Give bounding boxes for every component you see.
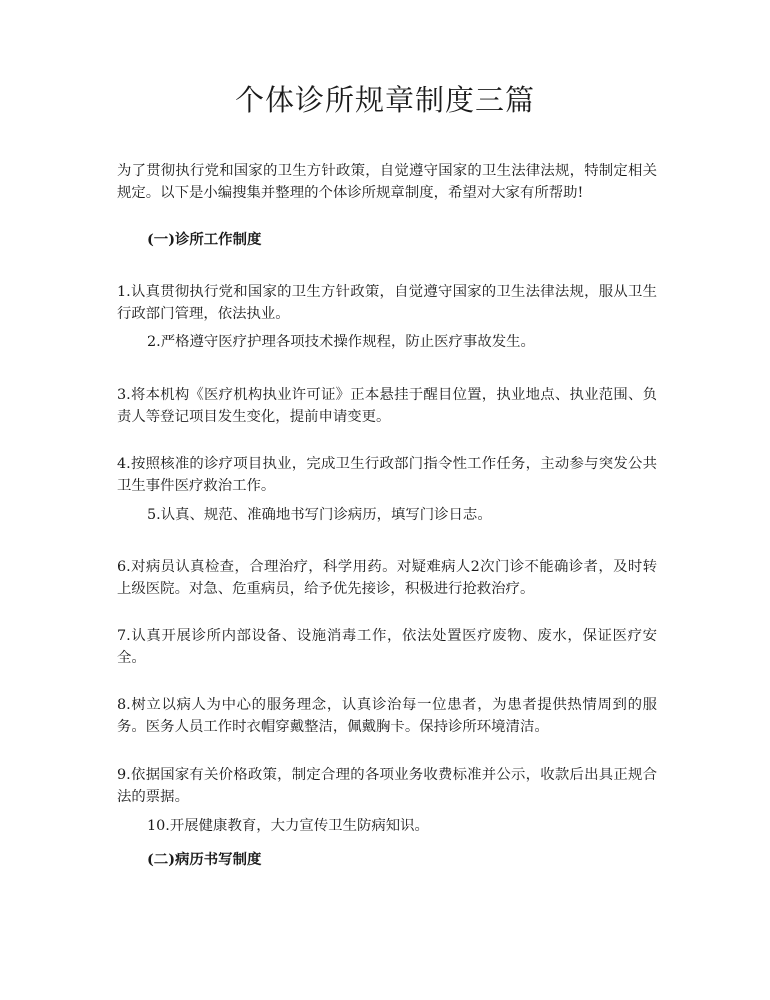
section-heading-work-rules: (一)诊所工作制度	[147, 231, 262, 248]
rule-item-5: 5.认真、规范、准确地书写门诊病历，填写门诊日志。	[147, 507, 492, 523]
rule-item-8: 8.树立以病人为中心的服务理念，认真诊治每一位患者，为患者提供热情周到的服务。医务人员工作时衣帽穿戴整洁，佩戴胸卡。保持诊所环境清洁。	[117, 697, 657, 735]
intro-paragraph: 为了贯彻执行党和国家的卫生方针政策，自觉遵守国家的卫生法律法规，特制定相关规定。以下是小编搜集并整理的个体诊所规章制度，希望对大家有所帮助!	[117, 163, 657, 201]
rule-item-10: 10.开展健康教育，大力宣传卫生防病知识。	[147, 818, 429, 834]
rule-item-2: 2.严格遵守医疗护理各项技术操作规程，防止医疗事故发生。	[147, 334, 535, 350]
rule-item-1: 1.认真贯彻执行党和国家的卫生方针政策，自觉遵守国家的卫生法律法规，服从卫生行政部门管理，依法执业。	[117, 284, 657, 322]
rule-item-6: 6.对病员认真检查，合理治疗，科学用药。对疑难病人2次门诊不能确诊者，及时转上级医院。对急、危重病员，给予优先接诊，积极进行抢救治疗。	[117, 559, 657, 597]
rule-item-9: 9.依据国家有关价格政策，制定合理的各项业务收费标准并公示，收款后出具正规合法的票据。	[117, 767, 657, 805]
document-title: 个体诊所规章制度三篇	[234, 83, 535, 117]
rule-item-4: 4.按照核准的诊疗项目执业，完成卫生行政部门指令性工作任务，主动参与突发公共卫生事件医疗救治工作。	[117, 456, 657, 494]
rule-item-7: 7.认真开展诊所内部设备、设施消毒工作，依法处置医疗废物、废水，保证医疗安全。	[117, 628, 657, 666]
rule-item-3: 3.将本机构《医疗机构执业许可证》正本悬挂于醒目位置，执业地点、执业范围、负责人等登记项目发生变化，提前申请变更。	[117, 387, 657, 425]
section-heading-medical-records: (二)病历书写制度	[147, 851, 262, 868]
